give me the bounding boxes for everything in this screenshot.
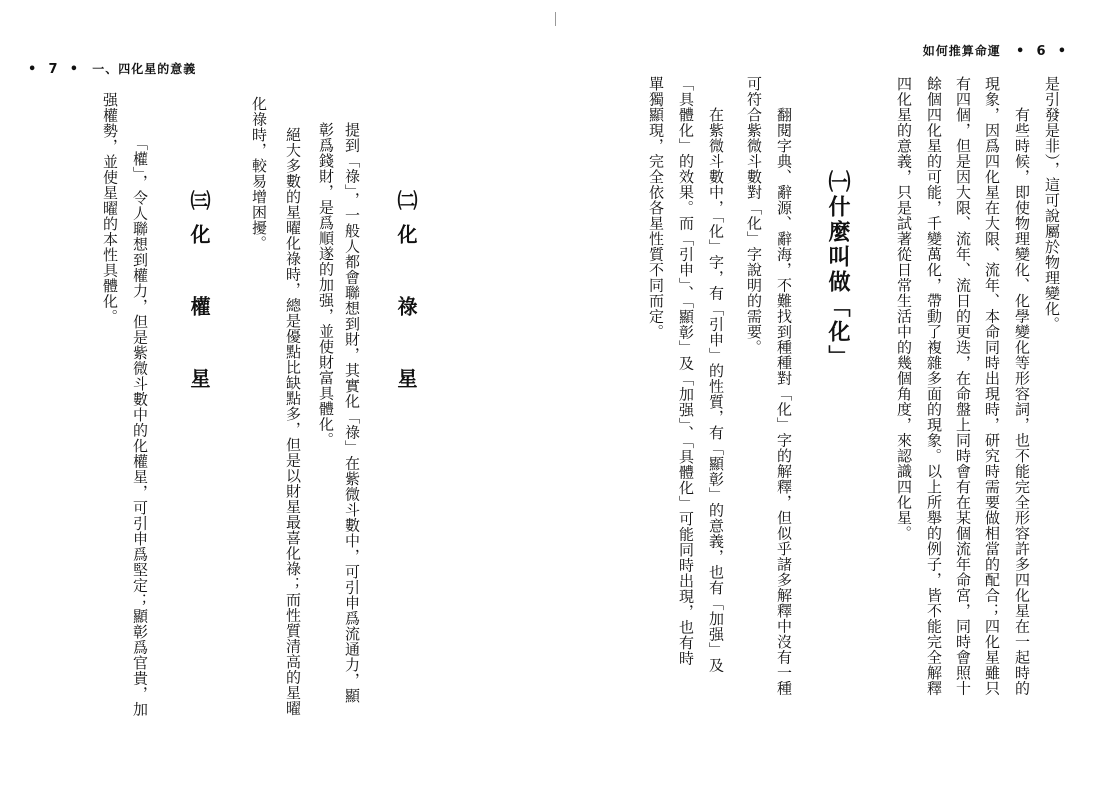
body-line: 有些時候，即使物理變化、化學變化等形容詞，也不能完全形容許多四化星在一起時的 (1013, 76, 1031, 696)
page-7-header (28, 60, 196, 77)
section-title-huaquan: ㈢化 權 星 (187, 190, 211, 402)
body-line: 餘個四化星的可能，千變萬化，帶動了複雜多面的現象。以上所舉的例子，皆不能完全解釋 (925, 76, 943, 696)
header-dot: • (69, 62, 80, 77)
page-7 (0, 0, 557, 790)
body-line: 化祿時，較易增困擾。 (250, 96, 268, 251)
page-6-header (923, 42, 1067, 59)
body-line: 單獨顯現，完全依各星性質不同而定。 (647, 76, 665, 340)
page-number: 7 (48, 62, 59, 77)
body-line: 現象，因爲四化星在大限、流年、本命同時出現時，研究時需要做相當的配合；四化星雖只 (983, 76, 1001, 696)
section-title-hualu: ㈡化 祿 星 (394, 190, 418, 402)
page-number: 6 (1036, 44, 1047, 59)
body-line: 在紫微斗數中，「化」字，有「引申」的性質，有「顯彰」的意義，也有「加强」及 (707, 76, 725, 673)
body-line: 「具體化」的效果。而「引申」、「顯彰」及「加强」、「具體化」可能同時出現，也有時 (677, 76, 695, 666)
body-line: 可符合紫微斗數對「化」字說明的需要。 (745, 76, 763, 355)
body-line: 絕大多數的星曜化祿時，總是優點比缺點多，但是以財星最喜化祿；而性質清高的星曜 (284, 96, 302, 716)
body-line: 翻閱字典、辭源、辭海，不難找到種種對「化」字的解釋，但似乎諸多解釋中沒有一種 (775, 76, 793, 696)
section-title-what-is-hua: ㈠什麼叫做「化」 (825, 170, 850, 370)
running-title: 如何推算命運 (922, 44, 1001, 58)
body-line: 四化星的意義，只是試著從日常生活中的幾個角度，來認識四化星。 (895, 76, 913, 541)
body-line: 提到「祿」，一般人都會聯想到財，其實化「祿」在紫微斗數中，可引申爲流通力，顯 (343, 122, 361, 704)
gutter-mark (555, 12, 556, 26)
header-dot: • (1015, 44, 1026, 59)
body-line: 「權」，令人聯想到權力，但是紫微斗數中的化權星，可引申爲堅定；顯彰爲官貴，加 (131, 112, 149, 717)
running-title: 一、四化星的意義 (92, 62, 197, 76)
body-line: 彰爲錢財，是爲順遂的加强，並使財富具體化。 (317, 122, 335, 448)
body-line: 是引發是非），這可說屬於物理變化。 (1043, 76, 1061, 332)
body-line: 有四個，但是因大限、流年、流日的更迭，在命盤上同時會有在某個流年命宮，同時會照十 (954, 76, 972, 696)
header-dot: • (1057, 44, 1067, 59)
header-dot: • (28, 62, 38, 77)
body-line: 强權勢，並使星曜的本性具體化。 (101, 92, 119, 325)
page-6 (557, 0, 1115, 790)
